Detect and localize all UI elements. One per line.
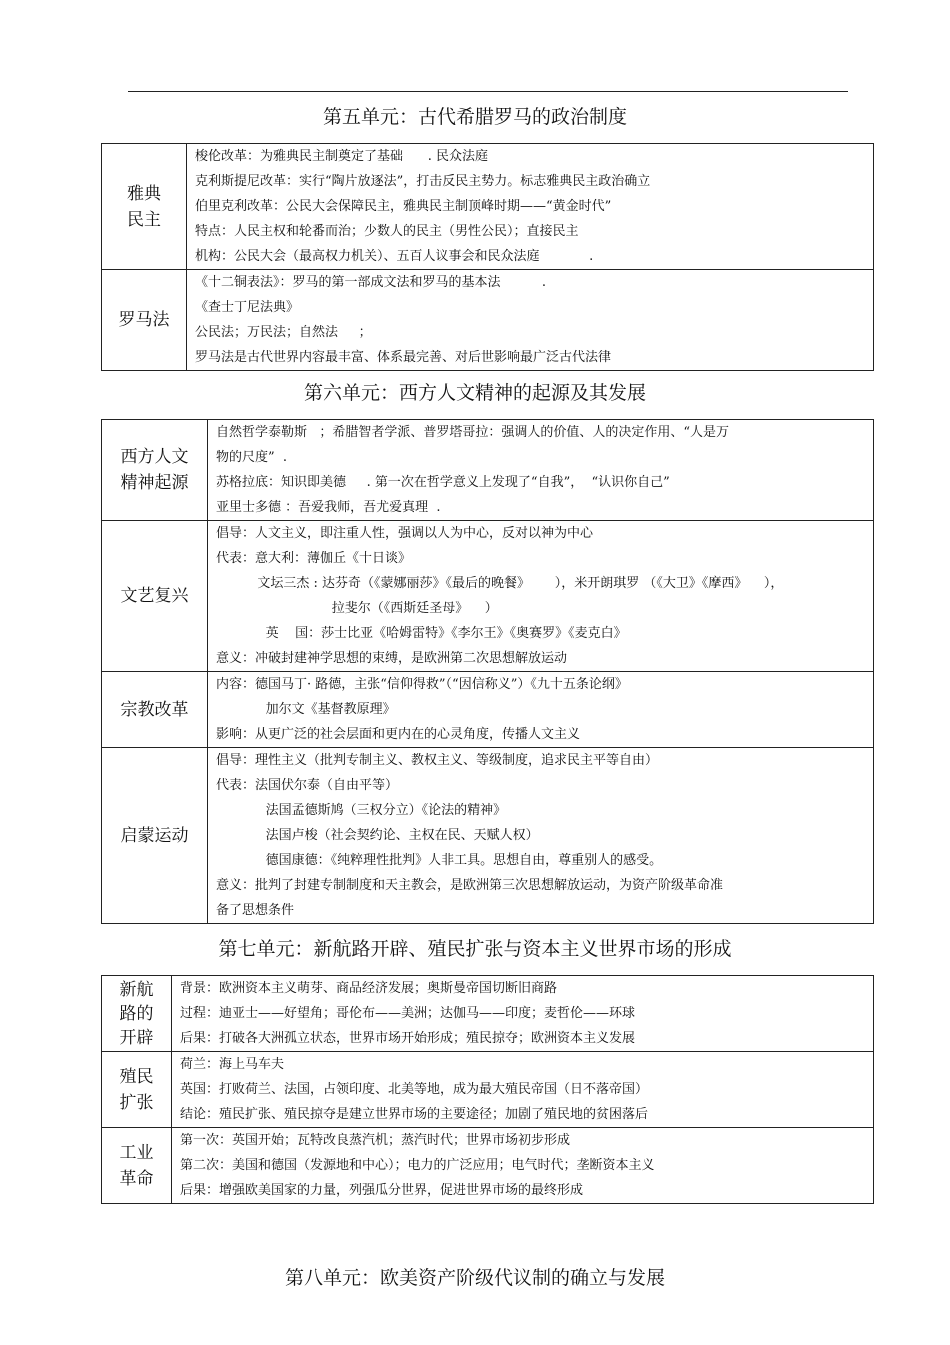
content-line: 亚里士多德 ：吾爱我师，吾尤爱真理 . bbox=[216, 500, 441, 515]
content-line: 意义：批判了封建专制制度和天主教会，是欧洲第三次思想解放运动，为资产阶级革命准 bbox=[216, 878, 724, 893]
top-rule bbox=[128, 91, 848, 92]
content-line: 罗马法是古代世界内容最丰富、体系最完善、对后世影响最广泛古代法律 bbox=[195, 350, 612, 365]
unit6-table bbox=[101, 419, 874, 924]
content-line: 代表：意大利：薄伽丘《十日谈》 bbox=[216, 551, 412, 566]
row-content-humanism-origin bbox=[208, 420, 874, 521]
row-content-colonial-expansion bbox=[172, 1052, 874, 1128]
content-line: 克利斯提尼改革：实行“陶片放逐法”，打击反民主势力。标志雅典民主政治确立 bbox=[195, 174, 651, 189]
unit8-title: 第八单元：欧美资产阶级代议制的确立与发展 bbox=[284, 1267, 665, 1289]
content-line: 后果：增强欧美国家的力量，列强瓜分世界，促进世界市场的最终形成 bbox=[180, 1183, 584, 1198]
content-line: 法国孟德斯鸠（三权分立）《论法的精神》 bbox=[216, 803, 507, 818]
unit7-table bbox=[101, 975, 874, 1204]
content-line: 倡导：人文主义，即注重人性，强调以人为中心，反对以神为中心 bbox=[216, 526, 594, 541]
row-label-renaissance: 文艺复兴 bbox=[102, 521, 208, 672]
row-label-reformation: 宗教改革 bbox=[102, 672, 208, 748]
row-content-new-routes bbox=[172, 976, 874, 1052]
table-row bbox=[102, 672, 874, 748]
content-line: 《十二铜表法》：罗马的第一部成文法和罗马的基本法 . bbox=[195, 275, 546, 290]
content-line: 加尔文《基督教原理》 bbox=[216, 702, 396, 717]
row-label-roman-law: 罗马法 bbox=[102, 270, 187, 371]
content-line: 英国：打败荷兰、法国，占领印度、北美等地，成为最大殖民帝国（日不落帝国） bbox=[180, 1082, 649, 1097]
row-content-roman-law bbox=[187, 270, 874, 371]
table-row bbox=[102, 748, 874, 924]
row-label-enlightenment: 启蒙运动 bbox=[102, 748, 208, 924]
content-line: 备了思想条件 bbox=[216, 903, 295, 918]
table-row bbox=[102, 1128, 874, 1204]
content-line: 意义：冲破封建神学思想的束缚，是欧洲第二次思想解放运动 bbox=[216, 651, 568, 666]
content-line: 第一次：英国开始；瓦特改良蒸汽机；蒸汽时代；世界市场初步形成 bbox=[180, 1133, 571, 1148]
table-row bbox=[102, 270, 874, 371]
content-line: 内容：德国马丁· 路德，主张“信仰得救”（“因信称义”）《九十五条论纲》 bbox=[216, 677, 628, 692]
content-line: 物的尺度” . bbox=[216, 450, 288, 465]
content-line: 英 国：莎士比亚《哈姆雷特》《李尔王》《奥赛罗》《麦克白》 bbox=[216, 626, 627, 641]
row-content-industrial-revolution bbox=[172, 1128, 874, 1204]
content-line: 伯里克利改革：公民大会保障民主，雅典民主制顶峰时期——“黄金时代” bbox=[195, 199, 612, 214]
row-label-humanism-origin: 西方人文 精神起源 bbox=[102, 420, 208, 521]
content-line: 德国康德：《纯粹理性批判》人非工具。思想自由，尊重别人的感受。 bbox=[216, 853, 663, 868]
content-line: 倡导：理性主义（批判专制主义、教权主义、等级制度，追求民主平等自由） bbox=[216, 753, 659, 768]
unit6-title: 第六单元：西方人文精神的起源及其发展 bbox=[303, 382, 646, 404]
unit7-title: 第七单元：新航路开辟、殖民扩张与资本主义世界市场的形成 bbox=[218, 938, 732, 960]
content-line: 拉斐尔（《西斯廷圣母》 ） bbox=[216, 601, 498, 616]
unit5-table bbox=[101, 143, 874, 371]
content-line: 背景：欧洲资本主义萌芽、商品经济发展；奥斯曼帝国切断旧商路 bbox=[180, 981, 558, 996]
unit5-title: 第五单元：古代希腊罗马的政治制度 bbox=[322, 106, 627, 128]
content-line: 文坛三杰 : 达芬奇（《蒙娜丽莎》《最后的晚餐》 ），米开朗琪罗 （《大卫》《摩西》 ）， bbox=[216, 576, 784, 591]
content-line: 苏格拉底：知识即美德 . 第一次在哲学意义上发现了“自我”， “认识你自己” bbox=[216, 475, 670, 490]
content-line: 后果：打破各大洲孤立状态，世界市场开始形成；殖民掠夺；欧洲资本主义发展 bbox=[180, 1031, 636, 1046]
row-content-enlightenment bbox=[208, 748, 874, 924]
content-line: 第二次：美国和德国（发源地和中心）；电力的广泛应用；电气时代；垄断资本主义 bbox=[180, 1158, 655, 1173]
row-label-industrial-revolution: 工业 革命 bbox=[102, 1128, 172, 1204]
content-line: 《查士丁尼法典》 bbox=[195, 300, 300, 315]
content-line: 特点：人民主权和轮番而治；少数人的民主（男性公民）；直接民主 bbox=[195, 224, 579, 239]
content-line: 结论：殖民扩张、殖民掠夺是建立世界市场的主要途径；加剧了殖民地的贫困落后 bbox=[180, 1107, 649, 1122]
content-line: 过程：迪亚士——好望角；哥伦布——美洲；达伽马——印度；麦哲伦——环球 bbox=[180, 1006, 636, 1021]
content-line: 公民法；万民法；自然法 ； bbox=[195, 325, 372, 340]
content-line: 梭伦改革：为雅典民主制奠定了基础 . 民众法庭 bbox=[195, 149, 489, 164]
table-row bbox=[102, 420, 874, 521]
row-label-colonial-expansion: 殖民 扩张 bbox=[102, 1052, 172, 1128]
content-line: 法国卢梭（社会契约论、主权在民、天赋人权） bbox=[216, 828, 539, 843]
table-row bbox=[102, 144, 874, 270]
content-line: 荷兰：海上马车夫 bbox=[180, 1057, 285, 1072]
content-line: 代表：法国伏尔泰（自由平等） bbox=[216, 778, 399, 793]
row-label-athens: 雅典 民主 bbox=[102, 144, 187, 270]
content-line: 影响：从更广泛的社会层面和更内在的心灵角度，传播人文主义 bbox=[216, 727, 581, 742]
row-label-new-routes: 新航 路的 开辟 bbox=[102, 976, 172, 1052]
table-row bbox=[102, 521, 874, 672]
row-content-renaissance bbox=[208, 521, 874, 672]
row-content-reformation bbox=[208, 672, 874, 748]
content-line: 自然哲学泰勒斯 ；希腊智者学派、普罗塔哥拉：强调人的价值、人的决定作用、“人是万 bbox=[216, 425, 730, 440]
content-line: 机构：公民大会（最高权力机关）、五百人议事会和民众法庭 . bbox=[195, 249, 594, 264]
table-row bbox=[102, 1052, 874, 1128]
table-row bbox=[102, 976, 874, 1052]
row-content-athens bbox=[187, 144, 874, 270]
